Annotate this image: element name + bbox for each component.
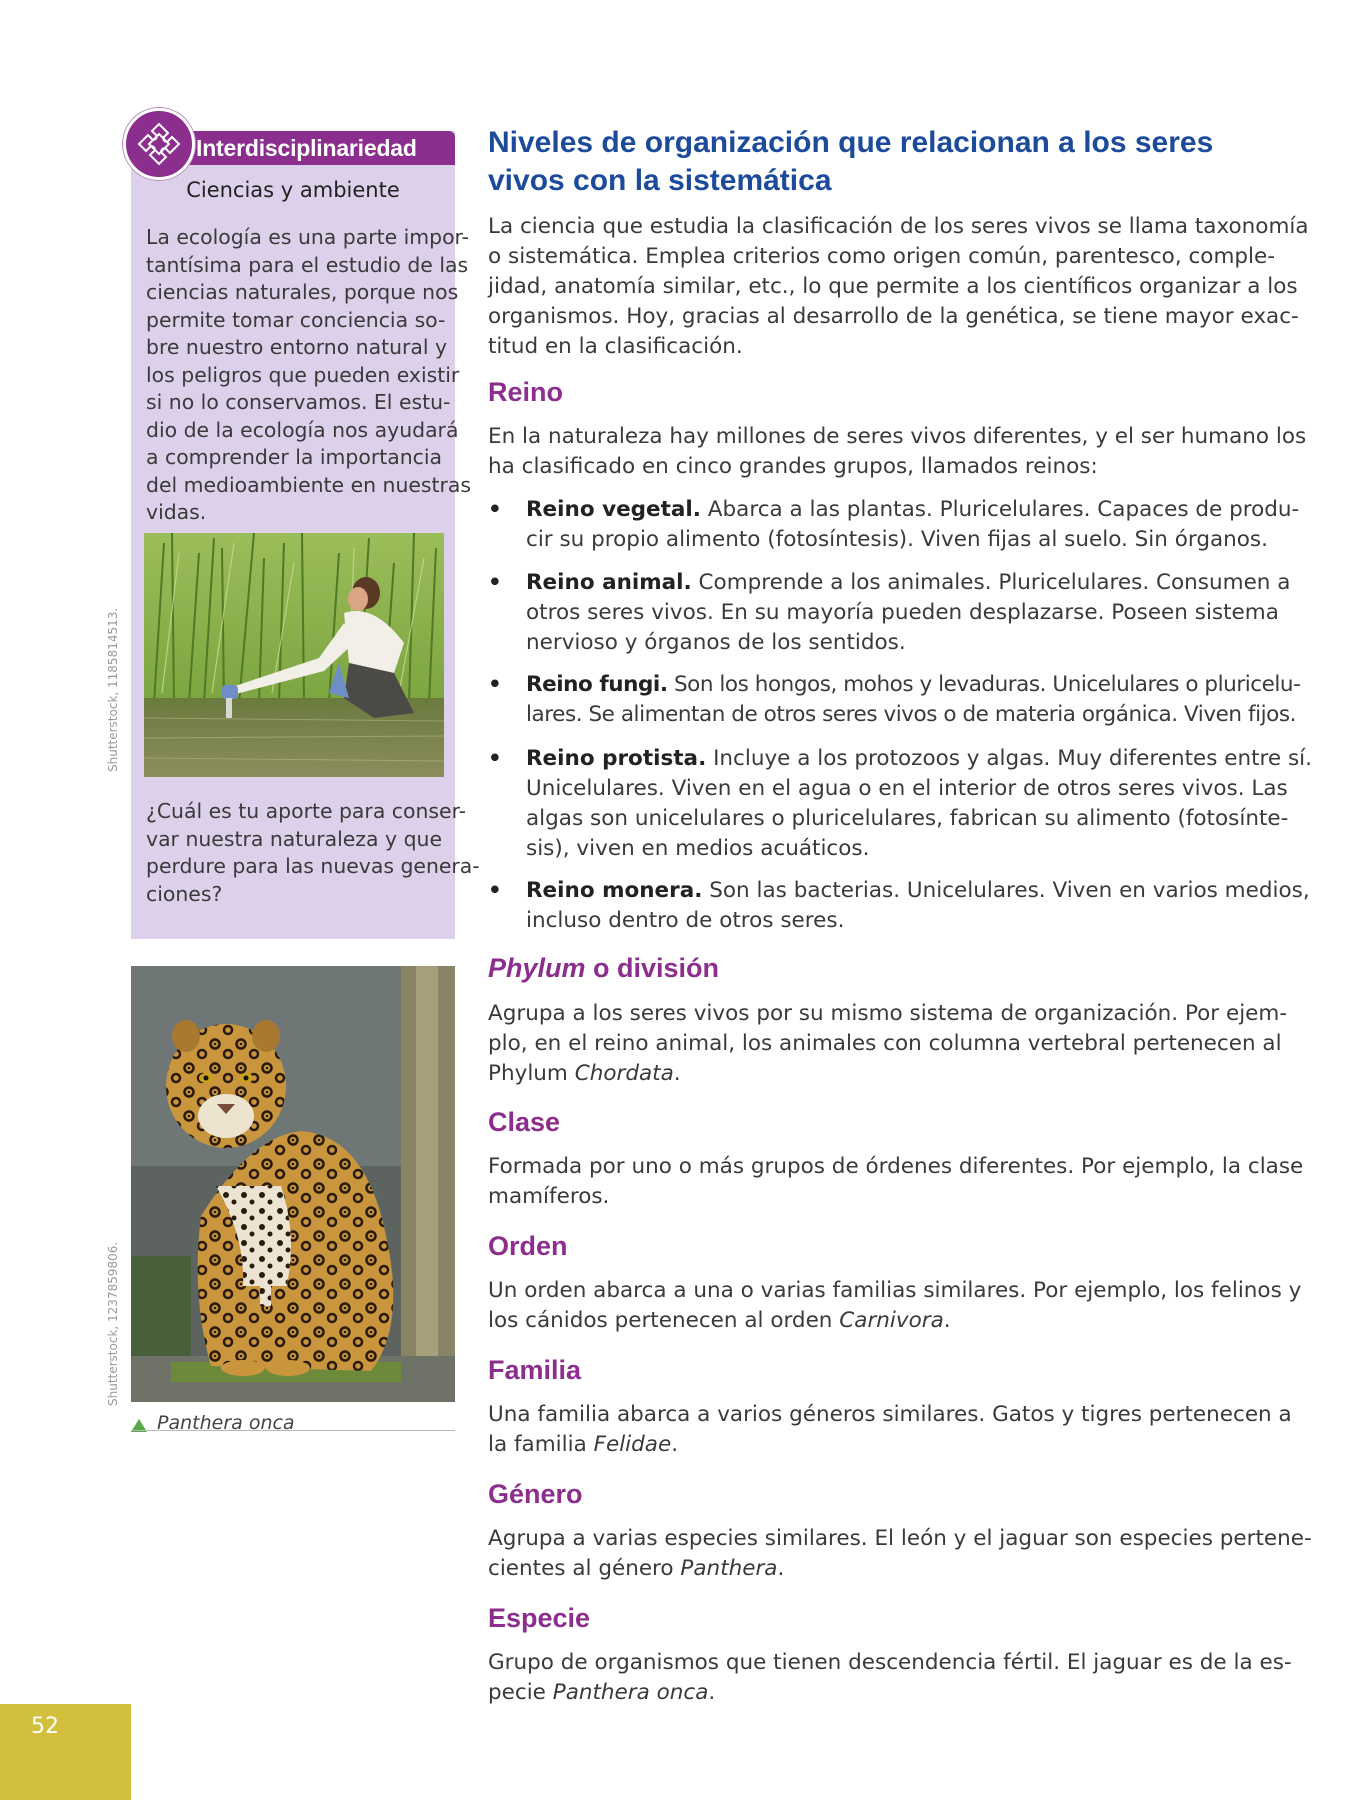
term: Reino vegetal.	[526, 497, 701, 522]
phylum-paragraph	[488, 999, 1288, 1089]
text-line: dio de la ecología nos ayudará	[146, 417, 459, 442]
heading-especie: Especie	[488, 1603, 591, 1633]
text-line: Son los hongos, mohos y levaduras. Unicelulares o pluricelu-	[667, 672, 1301, 697]
text-line: sis), viven en medios acuáticos.	[526, 836, 870, 861]
text-line: a comprender la importancia	[146, 445, 442, 469]
familia-paragraph	[488, 1400, 1292, 1460]
text-line: Comprende a los animales. Pluricelulares. Consumen a	[691, 570, 1291, 595]
text-line: Un orden abarca a una o varias familias similares. Por ejemplo, los felinos y	[488, 1278, 1302, 1303]
text-line: lares. Se alimentan de otros seres vivos o de materia orgánica. Viven fijos.	[526, 702, 1296, 727]
text-line: bre nuestro entorno natural y	[146, 335, 448, 359]
text-line: var nuestra naturaleza y que	[146, 826, 442, 851]
text-line: organismos. Hoy, gracias al desarrollo de la genética, se tiene mayor exac-	[488, 304, 1299, 329]
bullet-icon: •	[488, 672, 502, 697]
interdisciplinary-subtitle: Ciencias y ambiente	[186, 178, 400, 202]
text-line: ciones?	[146, 881, 223, 906]
clase-paragraph	[488, 1152, 1304, 1212]
intro-paragraph	[488, 212, 1309, 362]
text-line: cientes al género	[488, 1556, 681, 1581]
text-line: incluso dentro de otros seres.	[526, 908, 845, 933]
text-line: Formada por uno o más grupos de órdenes diferentes. Por ejemplo, la clase	[488, 1154, 1304, 1179]
text-line: Son las bacterias. Unicelulares. Viven en varios medios,	[702, 878, 1310, 903]
title-line: Niveles de organización que relacionan a los seres	[488, 126, 1214, 159]
text-line: ¿Cuál es tu aporte para conser-	[146, 799, 467, 823]
bullet-icon: •	[488, 878, 502, 903]
reflection-question	[146, 798, 480, 908]
text-line: del medioambiente en nuestras	[146, 472, 472, 497]
text-line: .	[708, 1680, 716, 1705]
heading-phylum	[488, 953, 719, 984]
text-line: perdure para las nuevas genera-	[146, 854, 480, 878]
text-line: permite tomar conciencia so-	[146, 307, 446, 332]
term: Reino fungi.	[526, 672, 668, 697]
bullet-icon: •	[488, 497, 502, 522]
heading-familia: Familia	[488, 1355, 582, 1385]
text-line: Abarca a las plantas. Pluricelulares. Capaces de produ-	[700, 497, 1300, 522]
term: Reino protista.	[526, 746, 707, 771]
heading-genero: Género	[488, 1479, 583, 1509]
heading-reino: Reino	[488, 377, 564, 407]
genero-paragraph	[488, 1524, 1312, 1584]
text-line: La ecología es una parte impor-	[146, 225, 469, 249]
title-line: vivos con la sistemática	[488, 164, 832, 197]
text-line: ha clasificado en cinco grandes grupos, llamados reinos:	[488, 454, 1098, 479]
text-line: mamíferos.	[488, 1184, 610, 1209]
heading-clase: Clase	[488, 1107, 561, 1137]
jaguar-photo-credit: Shutterstock, 1237859806.	[106, 1241, 120, 1406]
reino-intro	[488, 422, 1307, 482]
text-line: o sistemática. Emplea criterios como origen común, parentesco, comple-	[488, 244, 1276, 269]
text-line: pecie	[488, 1680, 553, 1705]
text-line: los cánidos pertenecen al orden	[488, 1308, 840, 1333]
text-line: nervioso y órganos de los sentidos.	[526, 630, 906, 655]
text-line: Incluye a los protozoos y algas. Muy diferentes entre sí.	[706, 746, 1312, 771]
taxon-name: Panthera onca	[552, 1680, 709, 1705]
text-line: .	[943, 1308, 951, 1333]
text-line: La ciencia que estudia la clasificación de los seres vivos se llama taxonomía	[488, 214, 1309, 239]
orden-paragraph	[488, 1276, 1302, 1336]
heading-orden: Orden	[488, 1231, 568, 1261]
interdisciplinary-title: Interdisciplinariedad	[196, 135, 417, 161]
puzzle-icon	[123, 108, 195, 180]
text-line: plo, en el reino animal, los animales con columna vertebral pertenecen al	[488, 1031, 1282, 1056]
text-line: En la naturaleza hay millones de seres vivos diferentes, y el ser humano los	[488, 424, 1307, 449]
text-line: ciencias naturales, porque nos	[146, 280, 459, 304]
text-line: .	[673, 1061, 681, 1086]
text-line: vidas.	[146, 500, 207, 524]
text-line: Unicelulares. Viven en el agua o en el interior de otros seres vivos. Las	[526, 776, 1288, 801]
ecology-paragraph	[146, 224, 472, 527]
list-item-reino-protista	[488, 744, 1312, 864]
list-item-reino-monera	[488, 876, 1310, 936]
text-line: .	[777, 1556, 785, 1581]
text-line: otros seres vivos. En su mayoría pueden desplazarse. Poseen sistema	[526, 600, 1279, 625]
text-line: los peligros que pueden existir	[146, 362, 460, 387]
text-line: tantísima para el estudio de las	[146, 252, 469, 277]
heading-text: o división	[585, 953, 720, 983]
text-line: titud en la clasificación.	[488, 334, 743, 359]
list-item-reino-fungi	[488, 670, 1301, 730]
taxon-name: Chordata	[574, 1061, 674, 1086]
term: Reino animal.	[526, 570, 692, 595]
text-line: la familia	[488, 1432, 594, 1457]
page-title	[488, 124, 1248, 200]
text-line: algas son unicelulares o pluricelulares, fabrican su alimento (fotosínte-	[526, 806, 1289, 831]
list-item-reino-animal	[488, 568, 1291, 658]
text-line: Phylum	[488, 1061, 575, 1086]
list-item-reino-vegetal	[488, 495, 1300, 555]
text-line: Una familia abarca a varios géneros similares. Gatos y tigres pertenecen a	[488, 1402, 1292, 1427]
text-line: si no lo conservamos. El estu-	[146, 390, 451, 414]
text-line: jidad, anatomía similar, etc., lo que permite a los científicos organizar a los	[488, 274, 1298, 299]
text-line: Grupo de organismos que tienen descendencia fértil. El jaguar es de la es-	[488, 1650, 1292, 1675]
wetland-sampling-photo	[144, 533, 444, 777]
taxon-name: Panthera	[680, 1556, 778, 1581]
text-line: .	[671, 1432, 679, 1457]
text-line: Agrupa a los seres vivos por su mismo sistema de organización. Por ejem-	[488, 1001, 1288, 1026]
bullet-icon: •	[488, 570, 502, 595]
taxon-name: Felidae	[593, 1432, 672, 1457]
bullet-icon: •	[488, 746, 502, 771]
term: Reino monera.	[526, 878, 703, 903]
photo-credit: Shutterstock, 1185814513.	[106, 607, 120, 772]
heading-italic: Phylum	[488, 953, 586, 983]
text-line: cir su propio alimento (fotosíntesis). Viven fijas al suelo. Sin órganos.	[526, 527, 1268, 552]
especie-paragraph	[488, 1648, 1292, 1708]
jaguar-photo	[131, 966, 455, 1402]
taxon-name: Carnivora	[839, 1308, 944, 1333]
page-number: 52	[31, 1714, 59, 1739]
text-line: Agrupa a varias especies similares. El león y el jaguar son especies pertene-	[488, 1526, 1312, 1551]
jaguar-caption: Panthera onca	[157, 1412, 295, 1434]
